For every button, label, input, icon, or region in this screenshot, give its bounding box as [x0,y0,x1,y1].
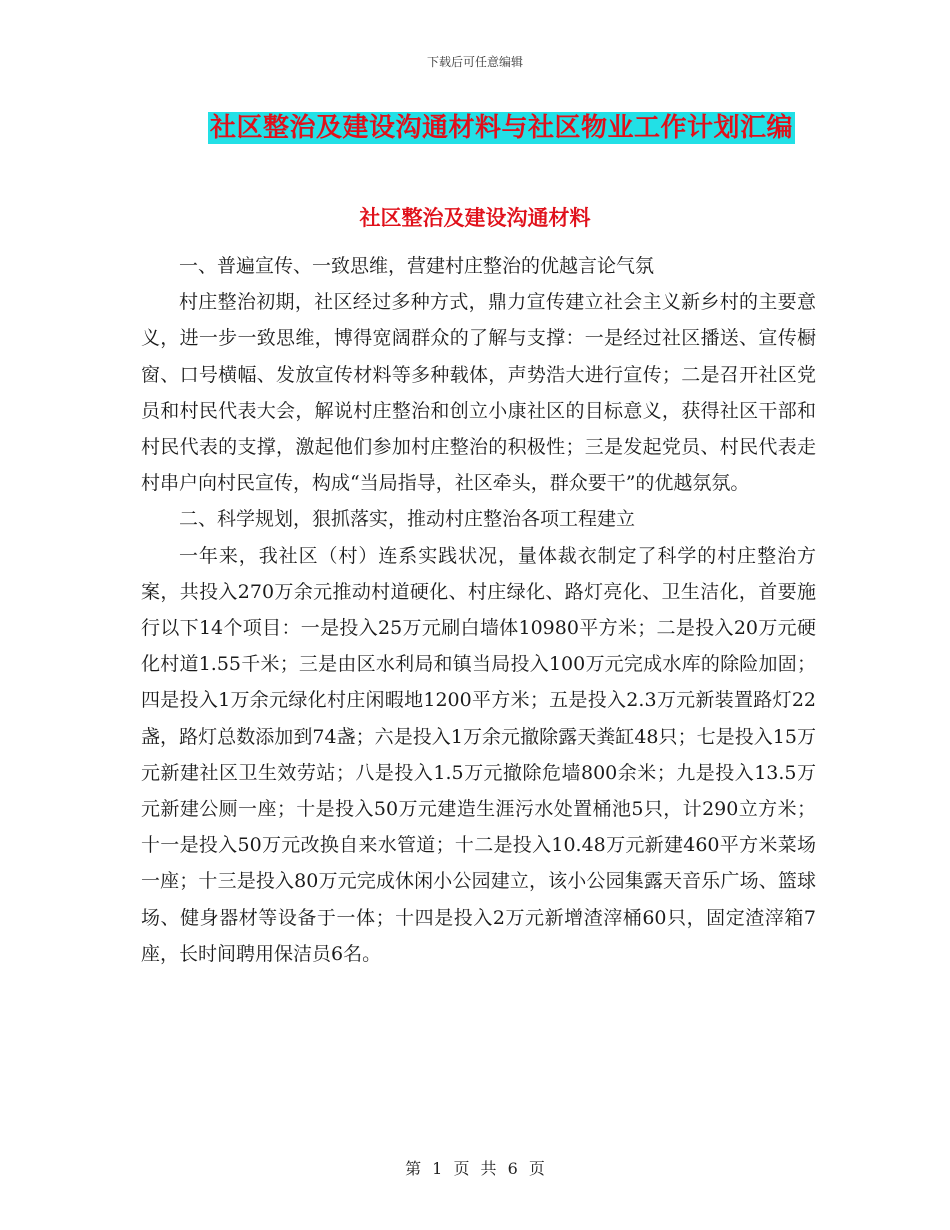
section-title: 社区整治及建设沟通材料 [359,205,591,230]
heading-paragraph-2: 二、科学规划，狠抓落实，推动村庄整治各项工程建立 [179,508,636,531]
body-paragraph-1: 村庄整治初期，社区经过多种方式，鼎力宣传建立社会主义新乡村的主要意义，进一步一致思维，博得宽阔群众的了解与支撑：一是经过社区播送、宣传橱窗、口号横幅、发放宣传材料等多种载体，声势浩大进行宣传；二是召开社区党员和村民代表大会，解说村庄整治和创立小康社区的目标意义，获得社区干部和村民代表的支撑，激起他们参加村庄整治的积极性；三是发起党员、村民代表走村串户向村民宣传，构成“当局指导，社区牵头，群众要干”的优越氛氛。 [141,291,816,495]
page-number: 第 1 页 共 6 页 [405,1159,545,1178]
heading-paragraph-1: 一、普遍宣传、一致思维，营建村庄整治的优越言论气氛 [179,255,655,277]
body-text [141,248,816,972]
body-paragraph-2: 一年来，我社区（村）连系实践状况，量体裁衣制定了科学的村庄整治方案，共投入270万余元推动村道硬化、村庄绿化、路灯亮化、卫生洁化，首要施行以下14个项目：一是投入25万元刷白墙体10980平方米；二是投入20万元硬化村道1.55千米；三是由区水利局和镇当局投入100万元完成水库的除险加固；四是投入1万余元绿化村庄闲暇地1200平方米；五是投入2.3万元新装置路灯22盏，路灯总数添加到74盏；六是投入1万余元撤除露天粪缸48只；七是投入15万元新建社区卫生效劳站；八是投入1.5万元撤除危墙800余米；九是投入13.5万元新建公厕一座；十是投入50万元建造生涯污水处置桶池5只，计290立方米；十一是投入50万元改换自来水管道；十二是投入10.48万元新建460平方米菜场一座；十三是投入80万元完成休闲小公园建立，该小公园集露天音乐广场、篮球场、健身器材等设备于一体；十四是投入2万元新增渣滓桶60只，固定渣滓箱7座，长时间聘用保洁员6名。 [141,544,816,965]
document-title: 社区整治及建设沟通材料与社区物业工作计划汇编 [210,113,794,143]
header-note: 下载后可任意编辑 [426,55,523,69]
